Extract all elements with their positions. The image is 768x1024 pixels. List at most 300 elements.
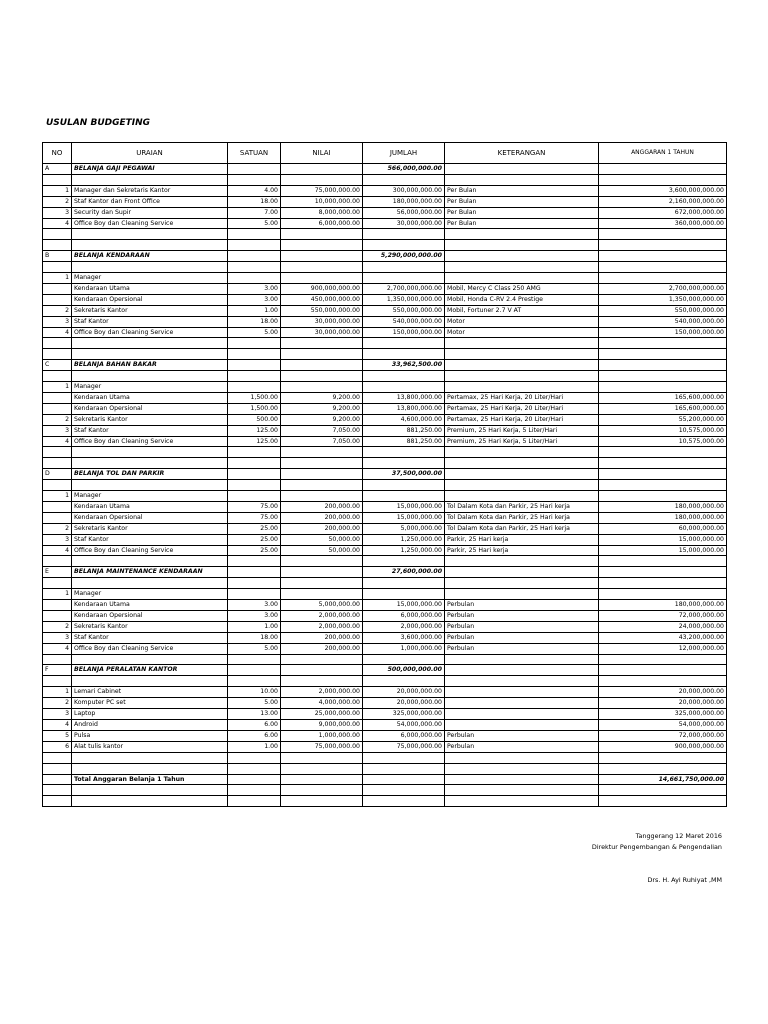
cell-no: 3 bbox=[43, 207, 72, 218]
cell-no: 2 bbox=[43, 414, 72, 425]
cell-satuan bbox=[228, 469, 281, 480]
cell-nilai bbox=[281, 174, 363, 185]
cell-satuan: 25.00 bbox=[228, 534, 281, 545]
cell-nilai: 200,000.00 bbox=[281, 501, 363, 512]
cell-uraian bbox=[72, 654, 228, 665]
cell-keterangan: Motor bbox=[445, 316, 599, 327]
cell-keterangan: Motor bbox=[445, 327, 599, 338]
cell-keterangan: Mobil, Fortuner 2.7 V AT bbox=[445, 305, 599, 316]
cell-nilai: 30,000,000.00 bbox=[281, 327, 363, 338]
cell-nilai: 6,000,000.00 bbox=[281, 218, 363, 229]
cell-anggaran: 43,200,000.00 bbox=[599, 632, 727, 643]
cell-anggaran bbox=[599, 273, 727, 284]
cell-nilai: 1,000,000.00 bbox=[281, 730, 363, 741]
cell-nilai bbox=[281, 556, 363, 567]
cell-nilai: 2,000,000.00 bbox=[281, 610, 363, 621]
cell-anggaran bbox=[599, 229, 727, 240]
cell-nilai bbox=[281, 164, 363, 175]
cell-no: 3 bbox=[43, 425, 72, 436]
cell-satuan bbox=[228, 480, 281, 491]
col-header-jumlah: JUMLAH bbox=[363, 143, 445, 164]
cell-nilai bbox=[281, 589, 363, 600]
cell-anggaran bbox=[599, 785, 727, 796]
cell-nilai bbox=[281, 752, 363, 763]
cell-no bbox=[43, 774, 72, 785]
cell-nilai: 200,000.00 bbox=[281, 643, 363, 654]
cell-uraian: BELANJA MAINTENANCE KENDARAAN bbox=[72, 567, 228, 578]
cell-nilai bbox=[281, 469, 363, 480]
cell-nilai: 9,000,000.00 bbox=[281, 720, 363, 731]
cell-anggaran: 325,000,000.00 bbox=[599, 709, 727, 720]
cell-no bbox=[43, 676, 72, 687]
cell-jumlah: 3,600,000.00 bbox=[363, 632, 445, 643]
cell-satuan bbox=[228, 567, 281, 578]
cell-uraian bbox=[72, 763, 228, 774]
cell-uraian bbox=[72, 752, 228, 763]
cell-no bbox=[43, 480, 72, 491]
cell-jumlah bbox=[363, 240, 445, 251]
cell-keterangan bbox=[445, 654, 599, 665]
cell-no bbox=[43, 796, 72, 807]
col-header-nilai: NILAI bbox=[281, 143, 363, 164]
cell-jumlah: 6,000,000.00 bbox=[363, 730, 445, 741]
table-row bbox=[43, 294, 727, 305]
table-row bbox=[43, 458, 727, 469]
cell-keterangan bbox=[445, 480, 599, 491]
cell-jumlah: 15,000,000.00 bbox=[363, 501, 445, 512]
cell-jumlah bbox=[363, 785, 445, 796]
cell-uraian bbox=[72, 349, 228, 360]
cell-anggaran: 2,160,000,000.00 bbox=[599, 196, 727, 207]
table-row bbox=[43, 534, 727, 545]
cell-uraian: Kendaraan Opersional bbox=[72, 610, 228, 621]
cell-satuan: 6.00 bbox=[228, 720, 281, 731]
cell-satuan bbox=[228, 491, 281, 502]
cell-keterangan: Premium, 25 Hari Kerja, 5 Liter/Hari bbox=[445, 425, 599, 436]
cell-anggaran: 150,000,000.00 bbox=[599, 327, 727, 338]
cell-uraian: Kendaraan Opersional bbox=[72, 294, 228, 305]
cell-no: C bbox=[43, 360, 72, 371]
table-row bbox=[43, 523, 727, 534]
cell-satuan bbox=[228, 447, 281, 458]
cell-satuan bbox=[228, 273, 281, 284]
cell-satuan: 5.00 bbox=[228, 698, 281, 709]
cell-uraian bbox=[72, 676, 228, 687]
cell-nilai: 50,000.00 bbox=[281, 534, 363, 545]
cell-nilai: 200,000.00 bbox=[281, 632, 363, 643]
cell-anggaran bbox=[599, 382, 727, 393]
table-row bbox=[43, 273, 727, 284]
cell-uraian: Staf Kantor dan Front Office bbox=[72, 196, 228, 207]
cell-nilai bbox=[281, 578, 363, 589]
cell-satuan: 1,500.00 bbox=[228, 392, 281, 403]
cell-no bbox=[43, 763, 72, 774]
cell-no: 4 bbox=[43, 327, 72, 338]
cell-keterangan bbox=[445, 687, 599, 698]
cell-keterangan bbox=[445, 251, 599, 262]
section-row bbox=[43, 567, 727, 578]
cell-anggaran bbox=[599, 578, 727, 589]
cell-keterangan bbox=[445, 360, 599, 371]
cell-nilai: 30,000,000.00 bbox=[281, 316, 363, 327]
cell-satuan bbox=[228, 763, 281, 774]
cell-no bbox=[43, 447, 72, 458]
cell-no bbox=[43, 785, 72, 796]
table-row bbox=[43, 578, 727, 589]
cell-satuan: 6.00 bbox=[228, 730, 281, 741]
cell-nilai: 900,000,000.00 bbox=[281, 283, 363, 294]
cell-uraian: Security dan Supir bbox=[72, 207, 228, 218]
cell-jumlah: 1,250,000.00 bbox=[363, 534, 445, 545]
cell-satuan bbox=[228, 578, 281, 589]
cell-keterangan bbox=[445, 229, 599, 240]
cell-satuan: 125.00 bbox=[228, 436, 281, 447]
cell-jumlah bbox=[363, 262, 445, 273]
cell-anggaran bbox=[599, 469, 727, 480]
cell-satuan bbox=[228, 251, 281, 262]
cell-satuan bbox=[228, 262, 281, 273]
cell-jumlah: 13,800,000.00 bbox=[363, 392, 445, 403]
total-row bbox=[43, 774, 727, 785]
cell-anggaran: 1,350,000,000.00 bbox=[599, 294, 727, 305]
cell-uraian: Sekretaris Kantor bbox=[72, 414, 228, 425]
table-row bbox=[43, 218, 727, 229]
cell-no: 3 bbox=[43, 534, 72, 545]
cell-nilai: 550,000,000.00 bbox=[281, 305, 363, 316]
cell-anggaran: 12,000,000.00 bbox=[599, 643, 727, 654]
cell-jumlah: 566,000,000.00 bbox=[363, 164, 445, 175]
cell-satuan bbox=[228, 371, 281, 382]
cell-jumlah bbox=[363, 589, 445, 600]
cell-nilai bbox=[281, 229, 363, 240]
cell-uraian: Manager bbox=[72, 382, 228, 393]
cell-jumlah bbox=[363, 774, 445, 785]
cell-jumlah bbox=[363, 654, 445, 665]
cell-nilai bbox=[281, 785, 363, 796]
cell-anggaran bbox=[599, 491, 727, 502]
cell-nilai bbox=[281, 480, 363, 491]
cell-uraian: Office Boy dan Cleaning Service bbox=[72, 218, 228, 229]
cell-uraian: Komputer PC set bbox=[72, 698, 228, 709]
section-row bbox=[43, 469, 727, 480]
cell-uraian: Total Anggaran Belanja 1 Tahun bbox=[72, 774, 228, 785]
cell-anggaran: 14,661,750,000.00 bbox=[599, 774, 727, 785]
cell-satuan bbox=[228, 458, 281, 469]
cell-jumlah: 881,250.00 bbox=[363, 436, 445, 447]
cell-keterangan bbox=[445, 709, 599, 720]
cell-keterangan bbox=[445, 589, 599, 600]
cell-jumlah: 15,000,000.00 bbox=[363, 600, 445, 611]
table-row bbox=[43, 763, 727, 774]
table-row bbox=[43, 283, 727, 294]
cell-uraian: Staf Kantor bbox=[72, 632, 228, 643]
cell-satuan: 1.00 bbox=[228, 741, 281, 752]
cell-keterangan bbox=[445, 174, 599, 185]
cell-keterangan: Pertamax, 25 Hari Kerja, 20 Liter/Hari bbox=[445, 414, 599, 425]
cell-keterangan bbox=[445, 447, 599, 458]
cell-keterangan bbox=[445, 382, 599, 393]
cell-satuan bbox=[228, 360, 281, 371]
cell-jumlah bbox=[363, 676, 445, 687]
cell-jumlah bbox=[363, 491, 445, 502]
table-row bbox=[43, 316, 727, 327]
table-row bbox=[43, 632, 727, 643]
cell-keterangan: Pertamax, 25 Hari Kerja, 20 Liter/Hari bbox=[445, 392, 599, 403]
cell-keterangan bbox=[445, 556, 599, 567]
cell-jumlah bbox=[363, 796, 445, 807]
cell-no: E bbox=[43, 567, 72, 578]
table-row bbox=[43, 491, 727, 502]
cell-uraian: Laptop bbox=[72, 709, 228, 720]
cell-keterangan bbox=[445, 763, 599, 774]
cell-anggaran bbox=[599, 480, 727, 491]
cell-no bbox=[43, 338, 72, 349]
cell-anggaran: 15,000,000.00 bbox=[599, 545, 727, 556]
cell-no: A bbox=[43, 164, 72, 175]
table-row bbox=[43, 709, 727, 720]
cell-no: 1 bbox=[43, 589, 72, 600]
table-row bbox=[43, 480, 727, 491]
cell-anggaran bbox=[599, 262, 727, 273]
cell-satuan bbox=[228, 229, 281, 240]
cell-anggaran: 55,200,000.00 bbox=[599, 414, 727, 425]
cell-jumlah: 13,800,000.00 bbox=[363, 403, 445, 414]
cell-no: 1 bbox=[43, 687, 72, 698]
cell-keterangan: Parkir, 25 Hari kerja bbox=[445, 545, 599, 556]
cell-keterangan: Per Bulan bbox=[445, 207, 599, 218]
cell-nilai: 2,000,000.00 bbox=[281, 621, 363, 632]
cell-nilai bbox=[281, 349, 363, 360]
cell-keterangan bbox=[445, 262, 599, 273]
cell-satuan: 3.00 bbox=[228, 610, 281, 621]
cell-uraian: Office Boy dan Cleaning Service bbox=[72, 643, 228, 654]
cell-keterangan bbox=[445, 338, 599, 349]
cell-jumlah: 6,000,000.00 bbox=[363, 610, 445, 621]
cell-nilai bbox=[281, 240, 363, 251]
cell-no: 4 bbox=[43, 436, 72, 447]
cell-keterangan: Premium, 25 Hari Kerja, 5 Liter/Hari bbox=[445, 436, 599, 447]
table-row bbox=[43, 392, 727, 403]
cell-uraian: Office Boy dan Cleaning Service bbox=[72, 327, 228, 338]
cell-jumlah: 180,000,000.00 bbox=[363, 196, 445, 207]
header-row bbox=[43, 143, 727, 164]
table-row bbox=[43, 796, 727, 807]
cell-jumlah: 550,000,000.00 bbox=[363, 305, 445, 316]
cell-anggaran: 165,600,000.00 bbox=[599, 403, 727, 414]
table-row bbox=[43, 610, 727, 621]
cell-satuan bbox=[228, 174, 281, 185]
cell-anggaran: 15,000,000.00 bbox=[599, 534, 727, 545]
cell-no: 4 bbox=[43, 218, 72, 229]
cell-anggaran bbox=[599, 665, 727, 676]
cell-anggaran: 10,575,000.00 bbox=[599, 425, 727, 436]
cell-jumlah: 881,250.00 bbox=[363, 425, 445, 436]
cell-no: 1 bbox=[43, 382, 72, 393]
cell-anggaran bbox=[599, 447, 727, 458]
cell-uraian: Kendaraan Utama bbox=[72, 600, 228, 611]
cell-jumlah: 75,000,000.00 bbox=[363, 741, 445, 752]
cell-jumlah bbox=[363, 349, 445, 360]
table-row bbox=[43, 741, 727, 752]
table-row bbox=[43, 196, 727, 207]
col-header-satuan: SATUAN bbox=[228, 143, 281, 164]
cell-no bbox=[43, 501, 72, 512]
cell-jumlah: 20,000,000.00 bbox=[363, 687, 445, 698]
cell-jumlah bbox=[363, 763, 445, 774]
cell-anggaran bbox=[599, 567, 727, 578]
cell-anggaran: 180,000,000.00 bbox=[599, 600, 727, 611]
table-row bbox=[43, 262, 727, 273]
cell-nilai: 4,000,000.00 bbox=[281, 698, 363, 709]
cell-no bbox=[43, 349, 72, 360]
cell-satuan: 500.00 bbox=[228, 414, 281, 425]
cell-no: 3 bbox=[43, 709, 72, 720]
cell-uraian bbox=[72, 240, 228, 251]
cell-uraian bbox=[72, 371, 228, 382]
cell-uraian: Staf Kantor bbox=[72, 425, 228, 436]
cell-anggaran bbox=[599, 763, 727, 774]
cell-uraian: Kendaraan Utama bbox=[72, 283, 228, 294]
cell-satuan bbox=[228, 240, 281, 251]
col-header-keterangan: KETERANGAN bbox=[445, 143, 599, 164]
cell-keterangan: Perbulan bbox=[445, 643, 599, 654]
cell-satuan: 3.00 bbox=[228, 294, 281, 305]
cell-keterangan: Per Bulan bbox=[445, 196, 599, 207]
cell-uraian: Office Boy dan Cleaning Service bbox=[72, 545, 228, 556]
cell-nilai bbox=[281, 491, 363, 502]
table-row bbox=[43, 643, 727, 654]
cell-nilai: 75,000,000.00 bbox=[281, 741, 363, 752]
cell-satuan: 10.00 bbox=[228, 687, 281, 698]
cell-no bbox=[43, 654, 72, 665]
cell-jumlah: 300,000,000.00 bbox=[363, 185, 445, 196]
cell-uraian bbox=[72, 796, 228, 807]
cell-no: B bbox=[43, 251, 72, 262]
cell-uraian: Office Boy dan Cleaning Service bbox=[72, 436, 228, 447]
cell-satuan bbox=[228, 654, 281, 665]
cell-uraian: Staf Kantor bbox=[72, 534, 228, 545]
cell-no: 4 bbox=[43, 720, 72, 731]
cell-uraian: Kendaraan Opersional bbox=[72, 403, 228, 414]
table-row bbox=[43, 698, 727, 709]
cell-keterangan: Perbulan bbox=[445, 621, 599, 632]
cell-jumlah: 37,500,000.00 bbox=[363, 469, 445, 480]
cell-anggaran bbox=[599, 458, 727, 469]
cell-nilai bbox=[281, 676, 363, 687]
cell-jumlah: 33,962,500.00 bbox=[363, 360, 445, 371]
table-row bbox=[43, 687, 727, 698]
cell-uraian bbox=[72, 262, 228, 273]
cell-no: F bbox=[43, 665, 72, 676]
cell-uraian bbox=[72, 578, 228, 589]
cell-satuan: 18.00 bbox=[228, 316, 281, 327]
cell-keterangan bbox=[445, 698, 599, 709]
table-row bbox=[43, 414, 727, 425]
cell-keterangan bbox=[445, 164, 599, 175]
cell-anggaran: 3,600,000,000.00 bbox=[599, 185, 727, 196]
cell-anggaran bbox=[599, 556, 727, 567]
cell-uraian: Pulsa bbox=[72, 730, 228, 741]
cell-keterangan bbox=[445, 491, 599, 502]
cell-nilai bbox=[281, 458, 363, 469]
table-row bbox=[43, 752, 727, 763]
cell-anggaran: 54,000,000.00 bbox=[599, 720, 727, 731]
budget-rows bbox=[43, 164, 727, 807]
cell-jumlah: 56,000,000.00 bbox=[363, 207, 445, 218]
cell-no: 2 bbox=[43, 523, 72, 534]
cell-jumlah: 540,000,000.00 bbox=[363, 316, 445, 327]
cell-jumlah bbox=[363, 229, 445, 240]
cell-satuan: 1.00 bbox=[228, 305, 281, 316]
table-row bbox=[43, 654, 727, 665]
cell-anggaran: 2,700,000,000.00 bbox=[599, 283, 727, 294]
cell-no bbox=[43, 556, 72, 567]
cell-no: 2 bbox=[43, 196, 72, 207]
cell-anggaran: 20,000,000.00 bbox=[599, 687, 727, 698]
cell-anggaran: 900,000,000.00 bbox=[599, 741, 727, 752]
cell-satuan: 3.00 bbox=[228, 283, 281, 294]
cell-no: 4 bbox=[43, 643, 72, 654]
table-row bbox=[43, 447, 727, 458]
cell-nilai bbox=[281, 273, 363, 284]
signature-block bbox=[592, 831, 722, 853]
cell-satuan: 75.00 bbox=[228, 512, 281, 523]
cell-keterangan: Perbulan bbox=[445, 610, 599, 621]
cell-satuan bbox=[228, 556, 281, 567]
document-title: USULAN BUDGETING bbox=[46, 118, 151, 128]
cell-uraian: Sekretaris Kantor bbox=[72, 523, 228, 534]
cell-nilai: 9,200.00 bbox=[281, 403, 363, 414]
table-row bbox=[43, 589, 727, 600]
cell-no: 1 bbox=[43, 185, 72, 196]
table-row bbox=[43, 327, 727, 338]
section-row bbox=[43, 164, 727, 175]
cell-satuan: 5.00 bbox=[228, 643, 281, 654]
cell-no: 3 bbox=[43, 632, 72, 643]
cell-anggaran bbox=[599, 796, 727, 807]
cell-anggaran bbox=[599, 164, 727, 175]
cell-nilai: 10,000,000.00 bbox=[281, 196, 363, 207]
cell-anggaran bbox=[599, 349, 727, 360]
cell-uraian: Android bbox=[72, 720, 228, 731]
cell-anggaran: 20,000,000.00 bbox=[599, 698, 727, 709]
cell-no: 4 bbox=[43, 545, 72, 556]
cell-satuan: 1,500.00 bbox=[228, 403, 281, 414]
cell-keterangan bbox=[445, 273, 599, 284]
cell-keterangan: Per Bulan bbox=[445, 185, 599, 196]
cell-nilai: 7,050.00 bbox=[281, 436, 363, 447]
cell-uraian: Manager dan Sekretaris Kantor bbox=[72, 185, 228, 196]
cell-jumlah: 1,350,000,000.00 bbox=[363, 294, 445, 305]
table-row bbox=[43, 545, 727, 556]
cell-uraian: BELANJA BAHAN BAKAR bbox=[72, 360, 228, 371]
cell-anggaran bbox=[599, 676, 727, 687]
cell-nilai: 2,000,000.00 bbox=[281, 687, 363, 698]
cell-no bbox=[43, 174, 72, 185]
cell-keterangan bbox=[445, 371, 599, 382]
cell-jumlah: 20,000,000.00 bbox=[363, 698, 445, 709]
table-row bbox=[43, 556, 727, 567]
cell-jumlah bbox=[363, 338, 445, 349]
cell-keterangan bbox=[445, 567, 599, 578]
cell-satuan: 7.00 bbox=[228, 207, 281, 218]
cell-satuan bbox=[228, 382, 281, 393]
table-row bbox=[43, 338, 727, 349]
cell-keterangan: Mobil, Mercy C Class 250 AMG bbox=[445, 283, 599, 294]
cell-anggaran bbox=[599, 174, 727, 185]
cell-anggaran: 672,000,000.00 bbox=[599, 207, 727, 218]
cell-no: 5 bbox=[43, 730, 72, 741]
